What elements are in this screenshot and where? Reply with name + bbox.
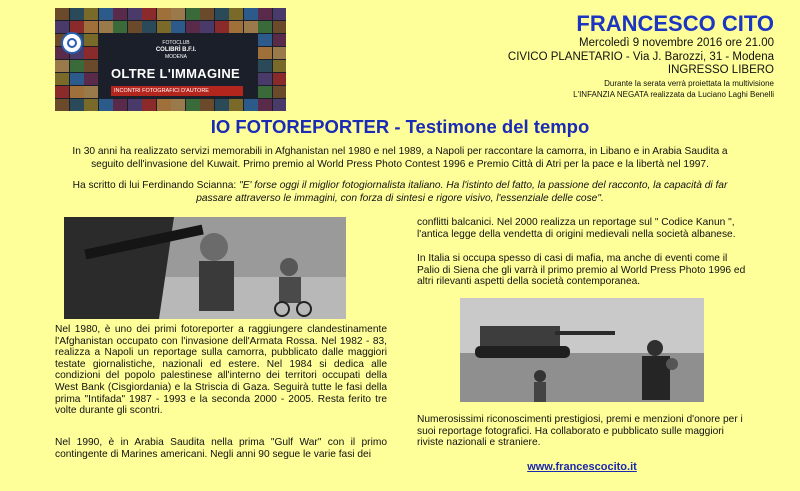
mosaic-tile xyxy=(70,60,84,72)
mosaic-tile xyxy=(84,34,98,46)
club-name: COLIBRÌ B.F.I. xyxy=(155,47,197,53)
mosaic-tile xyxy=(273,21,287,33)
mosaic-tile xyxy=(273,99,287,111)
mosaic-tile xyxy=(70,86,84,98)
mosaic-tile xyxy=(70,99,84,111)
mosaic-tile xyxy=(84,60,98,72)
club-city: MODENA xyxy=(165,54,187,60)
mosaic-tile xyxy=(171,21,185,33)
mosaic-tile xyxy=(200,8,214,20)
photo-illustration xyxy=(460,298,704,402)
mosaic-tile xyxy=(186,8,200,20)
mosaic-tile xyxy=(186,21,200,33)
banner-title: OLTRE L'IMMAGINE xyxy=(111,66,240,81)
mosaic-tile xyxy=(273,86,287,98)
mosaic-tile xyxy=(157,99,171,111)
mosaic-tile xyxy=(258,47,272,59)
mosaic-tile xyxy=(258,34,272,46)
photo-illustration xyxy=(64,217,346,319)
mosaic-tile xyxy=(186,99,200,111)
mosaic-tile xyxy=(157,21,171,33)
mosaic-tile xyxy=(84,47,98,59)
mosaic-tile xyxy=(171,99,185,111)
mosaic-tile xyxy=(70,73,84,85)
mosaic-tile xyxy=(142,21,156,33)
mosaic-tile xyxy=(99,99,113,111)
mosaic-tile xyxy=(113,21,127,33)
reportage-photo-tank xyxy=(460,298,704,402)
left-column-text-1: Nel 1980, è uno dei primi fotoreporter a raggiungere clandestinamente l'Afghanistan occupato con l'invasione dell'Armata Rossa. Nel 1982 - 83, realizza a Napoli un reportage sulla camorra, pubblicato dalle maggiori testate giornalistiche, nazionali ed estere. Nel 1984 si dedica alle condizioni del popolo palestinese all'interno dei territori occupati della West Bank (Cisgiordania) e la Striscia di Gaza. Seguirà tutte le fasi della prima "Intifada" 1987 - 1993 e la seconda 2000 - 2005. Resta ferito tre volte durante gli scontri. xyxy=(55,324,387,417)
mosaic-tile xyxy=(273,47,287,59)
quote-paragraph xyxy=(55,180,745,205)
mosaic-tile xyxy=(258,99,272,111)
event-note: Durante la serata verrà proiettata la multivisione xyxy=(604,78,774,88)
mosaic-tile xyxy=(99,21,113,33)
mosaic-tile xyxy=(258,86,272,98)
mosaic-tile xyxy=(273,73,287,85)
mosaic-tile xyxy=(142,99,156,111)
mosaic-tile xyxy=(157,8,171,20)
mosaic-tile xyxy=(70,8,84,20)
photographer-name: FRANCESCO CITO xyxy=(576,11,774,36)
event-banner xyxy=(55,8,286,111)
mosaic-tile xyxy=(142,8,156,20)
left-column-text-2: Nel 1990, è in Arabia Saudita nella prima "Gulf War" con il primo contingente di Marines americani. Negli anni 90 segue le varie fasi dei xyxy=(55,437,387,460)
mosaic-tile xyxy=(55,99,69,111)
mosaic-tile xyxy=(84,86,98,98)
event-venue: CIVICO PLANETARIO - Via J. Barozzi, 31 - Modena xyxy=(507,50,774,63)
mosaic-tile xyxy=(273,8,287,20)
mosaic-tile xyxy=(171,8,185,20)
mosaic-tile xyxy=(55,8,69,20)
event-note: L'INFANZIA NEGATA realizzata da Luciano Laghi Benelli xyxy=(573,89,774,99)
mosaic-tile xyxy=(244,8,258,20)
photo-lens-logo-icon xyxy=(61,32,83,54)
mosaic-tile xyxy=(128,99,142,111)
club-badge xyxy=(153,38,199,68)
mosaic-tile xyxy=(229,8,243,20)
mosaic-tile xyxy=(128,8,142,20)
mosaic-tile xyxy=(55,86,69,98)
mosaic-tile xyxy=(84,73,98,85)
banner-subtitle: INCONTRI FOTOGRAFICI D'AUTORE xyxy=(111,86,243,96)
mosaic-tile xyxy=(55,21,69,33)
mosaic-tile xyxy=(84,8,98,20)
mosaic-tile xyxy=(273,34,287,46)
mosaic-tile xyxy=(229,21,243,33)
mosaic-tile xyxy=(215,8,229,20)
mosaic-tile xyxy=(84,99,98,111)
mosaic-tile xyxy=(200,21,214,33)
intro-paragraph: In 30 anni ha realizzato servizi memorabili in Afghanistan nel 1980 e nel 1989, a Napoli per raccontare la camorra, in Libano e in Arabia Saudita a seguito dell'invasione del Kuwait. Primo premio al World Press Photo Contest 1996 e Premio Città di Atri per la pace e la libertà nel 1997. xyxy=(72,146,728,170)
mosaic-tile xyxy=(258,21,272,33)
mosaic-tile xyxy=(55,60,69,72)
website-link[interactable]: www.francescocito.it xyxy=(527,461,637,473)
right-column-text-1: conflitti balcanici. Nel 2000 realizza un reportage sul " Codice Kanun ", l'antica legge della vendetta di origini medievali nella società albanese. xyxy=(417,217,736,240)
event-entry: INGRESSO LIBERO xyxy=(667,64,774,76)
page-title: IO FOTOREPORTER - Testimone del tempo xyxy=(210,116,590,137)
mosaic-tile xyxy=(99,8,113,20)
right-column-text-2: In Italia si occupa spesso di casi di mafia, ma anche di eventi come il Palio di Siena che gli varrà il primo premio al World Press Photo 1996 ed altri rilevanti aspetti della società contemporanea. xyxy=(417,253,746,288)
mosaic-tile xyxy=(258,8,272,20)
event-date: Mercoledì 9 novembre 2016 ore 21.00 xyxy=(579,37,774,49)
mosaic-tile xyxy=(229,99,243,111)
club-label: FOTOCLUB xyxy=(162,40,190,46)
quote-intro: Ha scritto di lui Ferdinando Scianna: xyxy=(72,180,240,191)
reportage-photo-children xyxy=(64,217,346,319)
mosaic-tile xyxy=(215,21,229,33)
mosaic-tile xyxy=(244,99,258,111)
mosaic-tile xyxy=(55,73,69,85)
mosaic-tile xyxy=(258,73,272,85)
mosaic-tile xyxy=(244,21,258,33)
event-info xyxy=(444,10,774,100)
mosaic-tile xyxy=(215,99,229,111)
mosaic-tile xyxy=(113,99,127,111)
right-column-text-3: Numerosissimi riconoscimenti prestigiosi, premi e menzioni d'onore per i suoi reportage fotografici. Ha collaborato e pubblicato sulle maggiori riviste nazionali e straniere. xyxy=(417,414,743,449)
mosaic-tile xyxy=(113,8,127,20)
quote-text: "E' forse oggi il miglior fotogiornalista italiano. Ha l'istinto del fatto, la passione del racconto, la capacità di far passare attraverso le immagini, con forza di sintesi e rigore visivo, l'essenziale delle cose". xyxy=(196,180,728,204)
mosaic-tile xyxy=(128,21,142,33)
mosaic-tile xyxy=(258,60,272,72)
mosaic-tile xyxy=(84,21,98,33)
mosaic-tile xyxy=(273,60,287,72)
mosaic-tile xyxy=(200,99,214,111)
